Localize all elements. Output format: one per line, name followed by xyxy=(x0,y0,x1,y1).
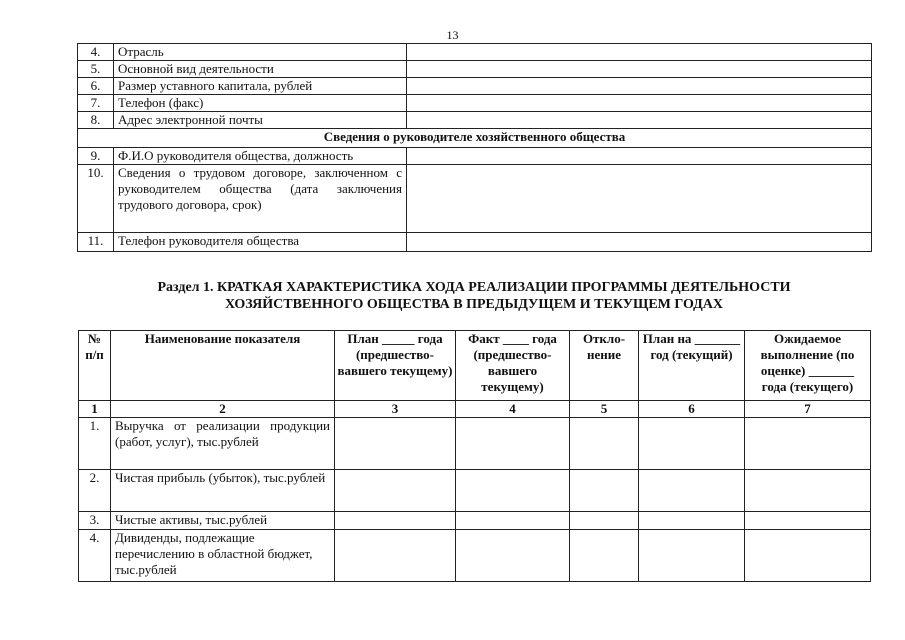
table-row xyxy=(78,44,872,61)
value-cell[interactable] xyxy=(570,530,639,582)
column-header: Откло-нение xyxy=(570,331,639,401)
value-cell[interactable] xyxy=(335,512,456,530)
row-value-cell[interactable] xyxy=(407,95,872,112)
row-label: Телефон руководителя общества xyxy=(114,233,407,252)
row-label: Телефон (факс) xyxy=(114,95,407,112)
value-cell[interactable] xyxy=(570,512,639,530)
row-value-cell[interactable] xyxy=(407,78,872,95)
section-title-line: Раздел 1. КРАТКАЯ ХАРАКТЕРИСТИКА ХОДА РЕАЛИЗАЦИИ ПРОГРАММЫ ДЕЯТЕЛЬНОСТИ xyxy=(157,280,791,295)
row-number: 9. xyxy=(78,148,114,165)
row-value-cell[interactable] xyxy=(407,165,872,233)
row-number: 1. xyxy=(79,418,111,470)
row-label: Ф.И.О руководителя общества, должность xyxy=(114,148,407,165)
value-cell[interactable] xyxy=(570,470,639,512)
column-header: Ожидаемое выполнение (по оценке) _______ года (текущего) xyxy=(745,331,871,401)
row-label: Основной вид деятельности xyxy=(114,61,407,78)
value-cell[interactable] xyxy=(335,470,456,512)
column-number: 5 xyxy=(570,401,639,418)
table-row xyxy=(78,165,872,233)
value-cell[interactable] xyxy=(639,470,745,512)
value-cell[interactable] xyxy=(745,530,871,582)
column-header: Наименование показателя xyxy=(111,331,335,401)
value-cell[interactable] xyxy=(335,530,456,582)
indicator-name: Чистые активы, тыс.рублей xyxy=(111,512,335,530)
value-cell[interactable] xyxy=(335,418,456,470)
table-row xyxy=(78,95,872,112)
row-value-cell[interactable] xyxy=(407,44,872,61)
column-header: Факт ____ года (предшество-вавшего текущему) xyxy=(456,331,570,401)
row-value-cell[interactable] xyxy=(407,61,872,78)
column-number: 7 xyxy=(745,401,871,418)
section-header-row xyxy=(78,129,872,148)
indicator-name: Чистая прибыль (убыток), тыс.рублей xyxy=(111,470,335,512)
manager-section-header: Сведения о руководителе хозяйственного общества xyxy=(78,129,872,148)
column-number: 2 xyxy=(111,401,335,418)
row-label: Адрес электронной почты xyxy=(114,112,407,129)
row-number: 4. xyxy=(79,530,111,582)
section-title-line: ХОЗЯЙСТВЕННОГО ОБЩЕСТВА В ПРЕДЫДУЩЕМ И ТЕКУЩЕМ ГОДАХ xyxy=(225,297,723,312)
table-row xyxy=(78,148,872,165)
row-label: Отрасль xyxy=(114,44,407,61)
column-number: 6 xyxy=(639,401,745,418)
column-header: План на _______ год (текущий) xyxy=(639,331,745,401)
row-number: 10. xyxy=(78,165,114,233)
table-row xyxy=(78,112,872,129)
value-cell[interactable] xyxy=(639,530,745,582)
row-value-cell[interactable] xyxy=(407,148,872,165)
value-cell[interactable] xyxy=(570,418,639,470)
row-number: 11. xyxy=(78,233,114,252)
value-cell[interactable] xyxy=(456,512,570,530)
row-value-cell[interactable] xyxy=(407,112,872,129)
table-row xyxy=(79,418,871,470)
value-cell[interactable] xyxy=(745,470,871,512)
table-row xyxy=(79,530,871,582)
column-number: 4 xyxy=(456,401,570,418)
value-cell[interactable] xyxy=(456,418,570,470)
row-number: 8. xyxy=(78,112,114,129)
row-number: 7. xyxy=(78,95,114,112)
row-number: 3. xyxy=(79,512,111,530)
row-label: Размер уставного капитала, рублей xyxy=(114,78,407,95)
table-row xyxy=(78,78,872,95)
row-value-cell[interactable] xyxy=(407,233,872,252)
value-cell[interactable] xyxy=(639,512,745,530)
table-row xyxy=(79,512,871,530)
value-cell[interactable] xyxy=(639,418,745,470)
column-header: № п/п xyxy=(79,331,111,401)
value-cell[interactable] xyxy=(745,418,871,470)
row-number: 4. xyxy=(78,44,114,61)
row-number: 2. xyxy=(79,470,111,512)
organization-info-table xyxy=(77,43,872,252)
indicator-name: Дивиденды, подлежащие перечислению в областной бюджет, тыс.рублей xyxy=(111,530,335,582)
value-cell[interactable] xyxy=(456,470,570,512)
row-label: Сведения о трудовом договоре, заключенном с руководителем общества (дата заключения трудового договора, срок) xyxy=(114,165,407,233)
table-row xyxy=(78,61,872,78)
section-title xyxy=(77,279,871,313)
indicator-name: Выручка от реализации продукции (работ, услуг), тыс.рублей xyxy=(111,418,335,470)
row-number: 5. xyxy=(78,61,114,78)
column-number: 3 xyxy=(335,401,456,418)
column-number: 1 xyxy=(79,401,111,418)
performance-table xyxy=(78,330,871,582)
column-header: План _____ года (предшество-вавшего текущему) xyxy=(335,331,456,401)
row-number: 6. xyxy=(78,78,114,95)
column-number-row xyxy=(79,401,871,418)
page-number: 13 xyxy=(446,28,459,42)
table-row xyxy=(79,470,871,512)
value-cell[interactable] xyxy=(745,512,871,530)
header-row xyxy=(79,331,871,401)
table-row xyxy=(78,233,872,252)
value-cell[interactable] xyxy=(456,530,570,582)
